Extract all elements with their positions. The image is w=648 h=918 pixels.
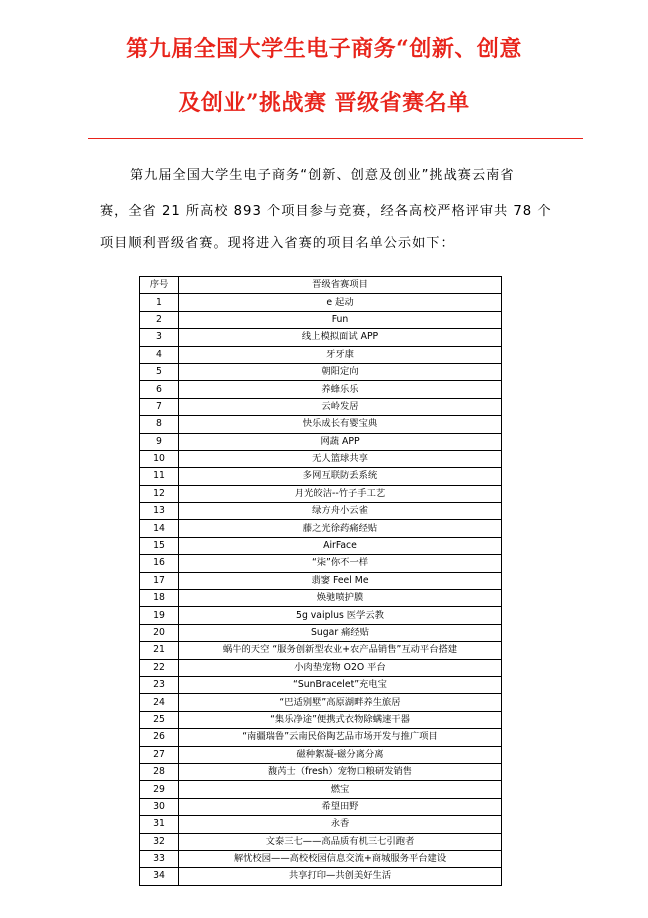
row-project-name: 蜗牛的天空 “服务创新型农业+农产品销售”互动平台搭建 [179,642,502,659]
row-project-name: 无人篮球共享 [179,450,502,467]
table-row [140,311,502,328]
row-index: 6 [140,381,179,398]
table-row [140,590,502,607]
row-index: 12 [140,485,179,502]
row-project-name: 小肉垫宠物 O2O 平台 [179,659,502,676]
header-project: 晋级省赛项目 [179,277,502,294]
row-project-name: 文泰三七——高品质有机三七引跑者 [179,833,502,850]
row-index: 15 [140,537,179,554]
table-row [140,503,502,520]
row-project-name: 牙牙康 [179,346,502,363]
row-project-name: Sugar 痛经贴 [179,624,502,641]
document-title-line-1: 第九届全国大学生电子商务“创新、创意 [126,36,522,62]
row-project-name: 养蜂乐乐 [179,381,502,398]
table-row [140,572,502,589]
row-index: 10 [140,450,179,467]
row-project-name: 月光皎洁--竹子手工艺 [179,485,502,502]
table-row [140,450,502,467]
table-row [140,833,502,850]
document-title-line-2: 及创业”挑战赛 晋级省赛名单 [178,90,470,116]
row-project-name: e 起动 [179,294,502,311]
table-header-row [140,277,502,294]
table-row [140,398,502,415]
table-row [140,729,502,746]
row-index: 29 [140,781,179,798]
table-row [140,520,502,537]
table-row [140,329,502,346]
row-index: 7 [140,398,179,415]
row-index: 16 [140,555,179,572]
row-index: 28 [140,763,179,780]
row-project-name: 翡窭 Feel Me [179,572,502,589]
table-row [140,363,502,380]
row-index: 11 [140,468,179,485]
project-list-table [139,276,502,886]
row-index: 23 [140,676,179,693]
row-project-name: 馥芮士（fresh）宠物口粮研发销售 [179,763,502,780]
row-index: 30 [140,798,179,815]
row-index: 3 [140,329,179,346]
row-project-name: 解忧校园——高校校园信息交流+商城服务平台建设 [179,850,502,867]
row-project-name: “SunBracelet”充电宝 [179,676,502,693]
row-index: 32 [140,833,179,850]
table-row [140,763,502,780]
row-project-name: 快乐成长有婴宝典 [179,416,502,433]
table-row [140,416,502,433]
row-index: 4 [140,346,179,363]
row-project-name: 燃宝 [179,781,502,798]
table-row [140,381,502,398]
row-project-name: 永香 [179,816,502,833]
row-project-name: “集乐净途”便携式衣物除螨速干器 [179,711,502,728]
row-index: 25 [140,711,179,728]
row-index: 18 [140,590,179,607]
row-index: 14 [140,520,179,537]
table-row [140,816,502,833]
table-row [140,555,502,572]
intro-paragraph-line-2: 赛，全省 21 所高校 893 个项目参与竞赛，经各高校严格评审共 78 个 [100,204,552,219]
row-project-name: 希望田野 [179,798,502,815]
row-project-name: 网蔬 APP [179,433,502,450]
table-row [140,798,502,815]
row-project-name: 共享打印—共创美好生活 [179,868,502,885]
table-row [140,537,502,554]
row-index: 2 [140,311,179,328]
table-row [140,868,502,885]
row-project-name: “巴适别墅”高原湖畔养生旅居 [179,694,502,711]
row-index: 21 [140,642,179,659]
row-index: 17 [140,572,179,589]
row-index: 13 [140,503,179,520]
row-index: 26 [140,729,179,746]
row-project-name: 焕驰喷护膜 [179,590,502,607]
row-index: 31 [140,816,179,833]
title-divider [88,138,583,139]
row-index: 27 [140,746,179,763]
row-index: 34 [140,868,179,885]
table-row [140,607,502,624]
row-index: 5 [140,363,179,380]
row-project-name: 绿方舟小云雀 [179,503,502,520]
table-row [140,485,502,502]
intro-paragraph-line-3: 项目顺利晋级省赛。现将进入省赛的项目名单公示如下： [100,236,455,251]
row-project-name: “南疆瑞鲁”云南民俗陶艺品市场开发与推广项目 [179,729,502,746]
row-index: 20 [140,624,179,641]
row-index: 8 [140,416,179,433]
row-project-name: Fun [179,311,502,328]
table-row [140,624,502,641]
row-project-name: 朝阳定向 [179,363,502,380]
table-row [140,746,502,763]
row-project-name: 藤之光徐药痛经贴 [179,520,502,537]
table-row [140,781,502,798]
table-row [140,850,502,867]
row-project-name: “柒”你不一样 [179,555,502,572]
row-project-name: 线上模拟面试 APP [179,329,502,346]
table-row [140,642,502,659]
header-index: 序号 [140,277,179,294]
table-row [140,346,502,363]
table-row [140,676,502,693]
row-project-name: 5g vaiplus 医学云教 [179,607,502,624]
table-row [140,294,502,311]
row-project-name: 多网互联防丢系统 [179,468,502,485]
row-project-name: AirFace [179,537,502,554]
table-row [140,433,502,450]
table-row [140,694,502,711]
row-index: 22 [140,659,179,676]
intro-paragraph-line-1: 第九届全国大学生电子商务“创新、创意及创业”挑战赛云南省 [130,168,515,183]
row-index: 9 [140,433,179,450]
row-project-name: 磁种絮凝-磁分离分离 [179,746,502,763]
row-index: 19 [140,607,179,624]
row-index: 1 [140,294,179,311]
row-index: 33 [140,850,179,867]
table-row [140,468,502,485]
table-row [140,711,502,728]
table-row [140,659,502,676]
row-index: 24 [140,694,179,711]
row-project-name: 云岭发居 [179,398,502,415]
